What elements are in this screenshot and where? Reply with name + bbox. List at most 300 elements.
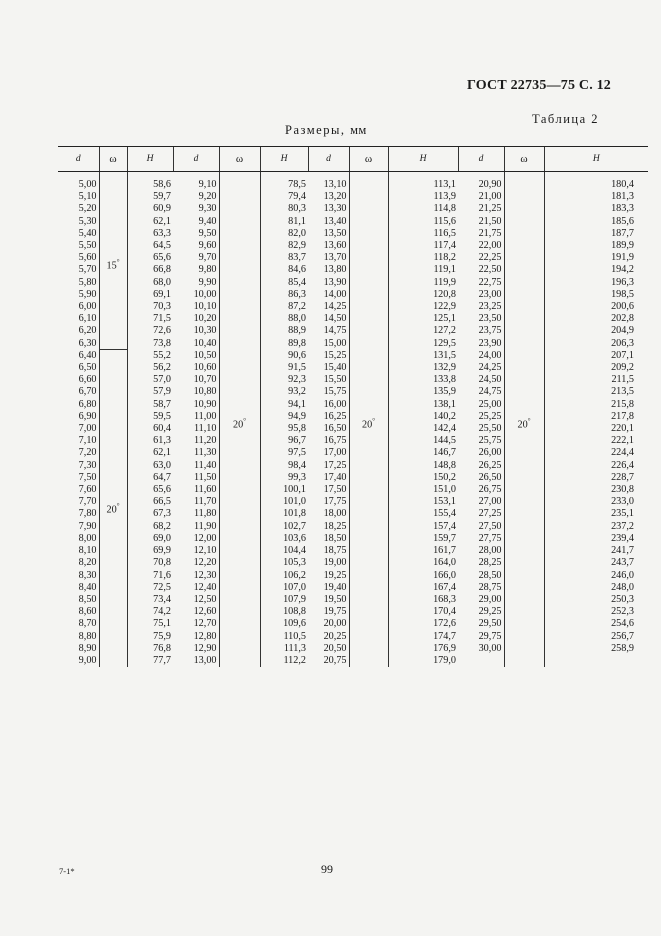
table-cell: 13,90 (323, 276, 347, 288)
table-cell: 114,8 (433, 203, 456, 215)
table-cell: 23,25 (478, 301, 502, 313)
table-cell: 73,8 (153, 337, 171, 349)
table-cell: 23,90 (478, 337, 502, 349)
table-cell: 13,10 (323, 179, 347, 190)
table-cell: 176,9 (433, 642, 456, 654)
table-cell: 79,4 (288, 191, 306, 203)
table-cell: 12,80 (193, 630, 217, 642)
table-cell: 13,70 (323, 252, 347, 264)
table-cell: 105,3 (283, 557, 306, 569)
table-cell: 97,5 (288, 447, 306, 459)
table-cell: 88,9 (288, 325, 306, 337)
table-cell: 5,40 (78, 227, 97, 239)
table-cell: 64,5 (153, 240, 171, 252)
table-cell: 215,8 (611, 398, 634, 410)
table-cell: 13,20 (323, 191, 347, 203)
table-cell: 9,20 (198, 191, 217, 203)
table-cell: 11,70 (193, 496, 217, 508)
table-cell: 9,60 (198, 240, 217, 252)
table-cell: 133,8 (433, 374, 456, 386)
angle-cell (504, 172, 544, 668)
table-cell: 66,8 (153, 264, 171, 276)
angle-cell (99, 172, 127, 350)
table-cell: 12,30 (193, 569, 217, 581)
table-cell: 102,7 (283, 520, 306, 532)
table-cell: 95,8 (288, 423, 306, 435)
angle-cell (219, 172, 260, 668)
table-cell: 76,8 (153, 642, 171, 654)
table-cell: 8,80 (78, 630, 97, 642)
table-cell: 220,1 (611, 423, 634, 435)
table-cell: 17,75 (323, 496, 347, 508)
table-cell: 237,2 (611, 520, 634, 532)
table-cell: 10,80 (193, 386, 217, 398)
table-cell: 26,50 (478, 471, 502, 483)
table-cell: 5,70 (78, 264, 97, 276)
table-cell: 132,9 (433, 362, 456, 374)
table-cell: 55,2 (153, 349, 171, 361)
table-cell: 24,00 (478, 349, 502, 361)
table-cell: 206,3 (611, 337, 634, 349)
table-cell: 21,25 (478, 203, 502, 215)
table-row (58, 172, 648, 192)
table-cell: 18,25 (323, 520, 347, 532)
table-cell: 99,3 (288, 471, 306, 483)
table-cell: 14,00 (323, 288, 347, 300)
table-cell: 61,3 (153, 435, 171, 447)
table-cell: 71,5 (153, 313, 171, 325)
table-cell: 10,20 (193, 313, 217, 325)
table-cell: 74,2 (153, 606, 171, 618)
table-cell: 9,00 (78, 654, 97, 666)
table-cell: 11,60 (193, 484, 217, 496)
table-cell: 66,5 (153, 496, 171, 508)
table-cell: 243,7 (611, 557, 634, 569)
table-cell: 17,00 (323, 447, 347, 459)
table-cell: 23,75 (478, 325, 502, 337)
table-cell: 258,9 (611, 642, 634, 654)
table-cell: 11,00 (193, 410, 217, 422)
column-header: d (308, 147, 349, 172)
table-cell: 65,6 (153, 252, 171, 264)
table-cell: 127,2 (433, 325, 456, 337)
table-cell: 8,00 (78, 532, 97, 544)
table-cell: 98,4 (288, 459, 306, 471)
table-cell: 64,7 (153, 471, 171, 483)
table-cell: 22,25 (478, 252, 502, 264)
angle-value: 20 (517, 419, 528, 431)
table-cell: 19,40 (323, 581, 347, 593)
table-cell: 16,25 (323, 410, 347, 422)
table-cell: 69,0 (153, 532, 171, 544)
document-header: ГОСТ 22735—75 С. 12 (467, 78, 611, 93)
table-cell: 174,7 (433, 630, 456, 642)
table-cell: 202,8 (611, 313, 634, 325)
table-cell: 161,7 (433, 545, 456, 557)
table-cell: 6,10 (78, 313, 97, 325)
table-cell: 168,3 (433, 593, 456, 605)
table-cell: 113,9 (433, 191, 456, 203)
table-cell: 16,50 (323, 423, 347, 435)
table-cell: 153,1 (433, 496, 456, 508)
table-cell: 7,20 (78, 447, 97, 459)
table-cell: 7,50 (78, 471, 97, 483)
table-cell: 22,00 (478, 240, 502, 252)
footer-mark: 7-1* (59, 866, 75, 876)
table-cell: 235,1 (611, 508, 634, 520)
table-cell: 15,40 (323, 362, 347, 374)
table-cell: 26,75 (478, 484, 502, 496)
table-cell: 6,20 (78, 325, 97, 337)
table-cell (458, 655, 504, 667)
column-header: ω (99, 147, 127, 172)
table-cell: 11,50 (193, 471, 217, 483)
table-cell: 14,50 (323, 313, 347, 325)
table-cell: 6,80 (78, 398, 97, 410)
table-cell: 22,50 (478, 264, 502, 276)
table-cell: 246,0 (611, 569, 634, 581)
table-cell: 12,90 (193, 642, 217, 654)
table-cell: 27,50 (478, 520, 502, 532)
table-cell: 24,50 (478, 374, 502, 386)
table-cell: 146,7 (433, 447, 456, 459)
table-cell: 5,10 (78, 191, 97, 203)
table-cell: 12,00 (193, 532, 217, 544)
column-header: d (173, 147, 219, 172)
table-cell: 57,9 (153, 386, 171, 398)
table-cell: 11,80 (193, 508, 217, 520)
table-cell: 29,75 (478, 630, 502, 642)
table-cell: 104,4 (283, 545, 306, 557)
table-cell: 12,70 (193, 618, 217, 630)
table-cell: 90,6 (288, 349, 306, 361)
table-cell: 5,60 (78, 252, 97, 264)
table-cell: 131,5 (433, 349, 456, 361)
table-cell: 10,60 (193, 362, 217, 374)
table-cell: 167,4 (433, 581, 456, 593)
table-cell: 129,5 (433, 337, 456, 349)
table-cell: 19,50 (323, 593, 347, 605)
table-cell: 117,4 (433, 240, 456, 252)
table-cell: 9,10 (198, 179, 217, 190)
table-cell: 14,75 (323, 325, 347, 337)
table-cell: 179,0 (433, 654, 456, 666)
table-cell: 58,6 (153, 179, 171, 190)
table-cell: 60,4 (153, 423, 171, 435)
table-cell: 25,25 (478, 410, 502, 422)
table-cell: 73,4 (153, 593, 171, 605)
table-cell: 10,30 (193, 325, 217, 337)
table-cell: 8,50 (78, 593, 97, 605)
degree-mark: ° (116, 257, 120, 266)
table-cell: 65,6 (153, 484, 171, 496)
table-cell: 29,50 (478, 618, 502, 630)
table-cell: 196,3 (611, 276, 634, 288)
angle-cell (99, 350, 127, 667)
table-cell: 82,0 (288, 227, 306, 239)
table-cell: 12,10 (193, 545, 217, 557)
table-cell: 71,6 (153, 569, 171, 581)
table-cell: 19,75 (323, 606, 347, 618)
table-cell: 27,75 (478, 532, 502, 544)
column-header: H (260, 147, 308, 172)
table-cell: 256,7 (611, 630, 634, 642)
table-cell: 13,50 (323, 227, 347, 239)
table-cell: 217,8 (611, 410, 634, 422)
table-cell: 230,8 (611, 484, 634, 496)
table-cell: 148,8 (433, 459, 456, 471)
table-cell: 29,25 (478, 606, 502, 618)
table-cell: 14,25 (323, 301, 347, 313)
table-cell: 122,9 (433, 301, 456, 313)
table-cell: 6,90 (78, 410, 97, 422)
table-cell: 15,25 (323, 349, 347, 361)
table-cell: 233,0 (611, 496, 634, 508)
table-cell: 107,9 (283, 593, 306, 605)
table-cell: 13,80 (323, 264, 347, 276)
table-cell: 88,0 (288, 313, 306, 325)
table-cell: 101,0 (283, 496, 306, 508)
table-cell: 86,3 (288, 288, 306, 300)
table-cell: 170,4 (433, 606, 456, 618)
table-cell: 89,8 (288, 337, 306, 349)
table-cell: 120,8 (433, 288, 456, 300)
table-cell: 6,70 (78, 386, 97, 398)
table-cell: 9,80 (198, 264, 217, 276)
table-cell: 109,6 (283, 618, 306, 630)
table-cell: 6,50 (78, 362, 97, 374)
table-cell: 25,00 (478, 398, 502, 410)
table-cell: 11,40 (193, 459, 217, 471)
table-cell: 108,8 (283, 606, 306, 618)
table-cell: 8,60 (78, 606, 97, 618)
table-cell: 144,5 (433, 435, 456, 447)
table-cell: 9,90 (198, 276, 217, 288)
table-cell: 17,25 (323, 459, 347, 471)
table-cell: 59,7 (153, 191, 171, 203)
table-cell: 23,00 (478, 288, 502, 300)
table-cell: 194,2 (611, 264, 634, 276)
table-cell: 21,50 (478, 215, 502, 227)
table-cell: 200,6 (611, 301, 634, 313)
degree-mark: ° (243, 416, 246, 425)
table-cell: 5,30 (78, 215, 97, 227)
table-cell: 8,30 (78, 569, 97, 581)
table-cell: 69,1 (153, 288, 171, 300)
table-cell: 11,10 (193, 423, 217, 435)
table-cell: 27,25 (478, 508, 502, 520)
table-cell: 9,70 (198, 252, 217, 264)
table-cell: 226,4 (611, 459, 634, 471)
table-cell: 83,7 (288, 252, 306, 264)
table-cell: 81,1 (288, 215, 306, 227)
table-cell: 5,90 (78, 288, 97, 300)
units-mm: мм (350, 123, 367, 137)
table-cell: 166,0 (433, 569, 456, 581)
table-cell: 10,90 (193, 398, 217, 410)
table-cell: 110,5 (283, 630, 306, 642)
table-cell: 7,90 (78, 520, 97, 532)
table-cell: 11,20 (193, 435, 217, 447)
table-cell: 23,50 (478, 313, 502, 325)
table-cell: 157,4 (433, 520, 456, 532)
table-cell: 224,4 (611, 447, 634, 459)
table-cell: 248,0 (611, 581, 634, 593)
table-cell: 62,1 (153, 215, 171, 227)
table-cell: 198,5 (611, 288, 634, 300)
table-cell: 103,6 (283, 532, 306, 544)
column-header: ω (349, 147, 388, 172)
table-cell: 20,00 (323, 618, 347, 630)
table-cell: 252,3 (611, 606, 634, 618)
table-cell: 77,7 (153, 654, 171, 666)
table-cell: 5,20 (78, 203, 97, 215)
table-cell: 24,25 (478, 362, 502, 374)
table-cell: 7,60 (78, 484, 97, 496)
column-header: H (388, 147, 458, 172)
table-cell: 209,2 (611, 362, 634, 374)
table-cell: 211,5 (611, 374, 634, 386)
table-cell: 159,7 (433, 532, 456, 544)
angle-value: 20 (106, 504, 117, 516)
table-cell: 13,40 (323, 215, 347, 227)
table-cell: 8,70 (78, 618, 97, 630)
table-cell: 10,50 (193, 349, 217, 361)
table-cell: 72,5 (153, 581, 171, 593)
table-cell: 63,3 (153, 227, 171, 239)
table-cell: 12,60 (193, 606, 217, 618)
table-cell: 13,60 (323, 240, 347, 252)
table-cell: 8,10 (78, 545, 97, 557)
table-cell: 5,50 (78, 240, 97, 252)
table-cell: 112,2 (283, 654, 306, 666)
table-cell: 67,3 (153, 508, 171, 520)
angle-value: 20 (362, 419, 373, 431)
table-cell: 7,80 (78, 508, 97, 520)
units-label (285, 123, 367, 138)
table-cell: 5,00 (78, 179, 97, 190)
degree-mark: ° (527, 416, 531, 425)
table-cell: 5,80 (78, 276, 97, 288)
table-cell: 17,50 (323, 484, 347, 496)
table-cell: 19,25 (323, 569, 347, 581)
table-cell: 107,0 (283, 581, 306, 593)
table-cell: 10,10 (193, 301, 217, 313)
table-cell: 213,5 (611, 386, 634, 398)
table-label: Таблица 2 (532, 112, 599, 126)
dimensions-table (58, 146, 648, 667)
table-cell: 19,00 (323, 557, 347, 569)
table-cell: 185,6 (611, 215, 634, 227)
table-cell: 20,25 (323, 630, 347, 642)
table-cell: 57,0 (153, 374, 171, 386)
table-cell: 125,1 (433, 313, 456, 325)
table-cell: 56,2 (153, 362, 171, 374)
table-cell: 68,2 (153, 520, 171, 532)
table-cell: 13,30 (323, 203, 347, 215)
table-cell: 150,2 (433, 471, 456, 483)
table-cell: 239,4 (611, 532, 634, 544)
table-cell: 92,3 (288, 374, 306, 386)
table-cell: 17,40 (323, 471, 347, 483)
table-cell: 18,50 (323, 532, 347, 544)
table-cell: 70,3 (153, 301, 171, 313)
table-cell: 207,1 (611, 349, 634, 361)
table-cell: 9,40 (198, 215, 217, 227)
column-header: H (127, 147, 173, 172)
table-cell: 26,25 (478, 459, 502, 471)
column-header: H (544, 147, 648, 172)
table-cell: 78,5 (288, 179, 306, 190)
angle-value: 15 (106, 260, 117, 272)
table-cell: 12,20 (193, 557, 217, 569)
table-cell: 10,70 (193, 374, 217, 386)
page-number: 99 (321, 862, 333, 876)
angle-value: 20 (233, 419, 244, 431)
degree-mark: ° (116, 502, 120, 511)
table-cell: 11,90 (193, 520, 217, 532)
units-label-text: Размеры, (285, 123, 346, 137)
column-header: d (58, 147, 99, 172)
table-cell: 183,3 (611, 203, 634, 215)
table-cell: 138,1 (433, 398, 456, 410)
table-cell: 21,75 (478, 227, 502, 239)
table-cell: 9,50 (198, 227, 217, 239)
table-cell: 16,75 (323, 435, 347, 447)
table-cell: 70,8 (153, 557, 171, 569)
table-cell: 28,50 (478, 569, 502, 581)
angle-cell (349, 172, 388, 668)
table-cell: 16,00 (323, 398, 347, 410)
table-cell: 8,40 (78, 581, 97, 593)
column-header: d (458, 147, 504, 172)
table-cell: 15,75 (323, 386, 347, 398)
table-cell: 21,00 (478, 191, 502, 203)
table-cell: 164,0 (433, 557, 456, 569)
table-cell: 250,3 (611, 593, 634, 605)
table-cell: 59,5 (153, 410, 171, 422)
table-cell: 87,2 (288, 301, 306, 313)
table-header-row (58, 147, 648, 172)
table-cell: 93,2 (288, 386, 306, 398)
table-cell: 69,9 (153, 545, 171, 557)
table-cell: 115,6 (433, 215, 456, 227)
table-cell: 63,0 (153, 459, 171, 471)
table-cell: 15,00 (323, 337, 347, 349)
table-cell: 20,75 (323, 654, 347, 666)
table-cell: 12,40 (193, 581, 217, 593)
table-cell: 28,25 (478, 557, 502, 569)
table-cell: 28,00 (478, 545, 502, 557)
table-cell: 228,7 (611, 471, 634, 483)
table-cell: 7,70 (78, 496, 97, 508)
table-cell: 11,30 (193, 447, 217, 459)
table-cell: 106,2 (283, 569, 306, 581)
table-cell: 172,6 (433, 618, 456, 630)
table-cell: 18,00 (323, 508, 347, 520)
table-cell: 7,10 (78, 435, 97, 447)
column-header: ω (219, 147, 260, 172)
table-cell: 9,30 (198, 203, 217, 215)
table-cell: 18,75 (323, 545, 347, 557)
table-cell: 10,40 (193, 337, 217, 349)
table-cell: 94,1 (288, 398, 306, 410)
table-cell: 20,90 (478, 179, 502, 190)
table-cell: 241,7 (611, 545, 634, 557)
table-cell: 28,75 (478, 581, 502, 593)
table-cell: 119,1 (433, 264, 456, 276)
table-cell: 84,6 (288, 264, 306, 276)
